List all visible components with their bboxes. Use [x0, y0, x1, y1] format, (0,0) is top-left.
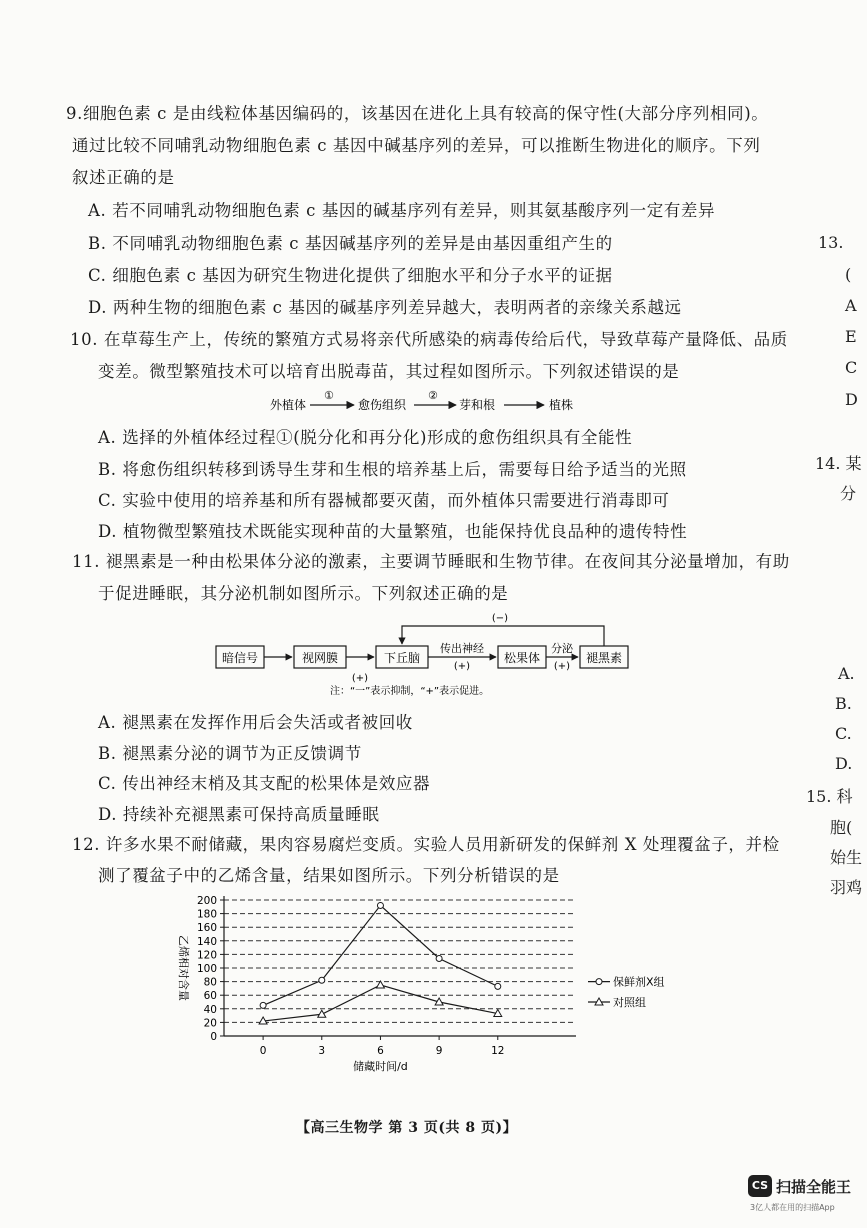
chart-ytick-label: 180 — [196, 908, 217, 921]
q9-option-d: D. 两种生物的细胞色素 c 基因的碱基序列差异越大，表明两者的亲缘关系越远 — [88, 298, 682, 317]
chart-ytick-label: 0 — [210, 1031, 217, 1043]
q9-stem-line2: 通过比较不同哺乳动物细胞色素 c 基因中碱基序列的差异，可以推断生物进化的顺序。下列 — [72, 136, 761, 155]
q11-option-d: D. 持续补充褪黑素可保持高质量睡眠 — [98, 805, 380, 824]
right-edge-mark-8: C. — [835, 724, 852, 743]
chart-xtick-label: 9 — [435, 1045, 443, 1057]
plus-label-3: (+) — [553, 661, 571, 672]
right-edge-q15-line3: 始生 — [830, 848, 863, 867]
q9-option-a: A. 若不同哺乳动物细胞色素 c 基因的碱基序列有差异，则其氨基酸序列一定有差异 — [88, 201, 716, 220]
box-hypothalamus-label: 下丘脑 — [383, 651, 421, 665]
chart-legend-label: 保鲜剂X组 — [613, 975, 665, 989]
right-edge-mark-1: ( — [845, 265, 852, 284]
q11-note: 注：“一”表示抑制，“+”表示促进。 — [330, 686, 490, 697]
q12-stem-line1: 12. 许多水果不耐储藏，果肉容易腐烂变质。实验人员用新研发的保鲜剂 X 处理覆盆子，并检 — [72, 835, 780, 854]
secrete-label: 分泌 — [551, 642, 573, 655]
camscanner-logo-icon: CS — [748, 1175, 772, 1197]
right-edge-q15: 15. 科 — [806, 787, 853, 806]
chart-point-circle — [377, 902, 383, 908]
box-melatonin-label: 褪黑素 — [585, 651, 623, 665]
ethylene-line-chart — [160, 888, 680, 1078]
q11-stem-line1: 11. 褪黑素是一种由松果体分泌的激素，主要调节睡眠和生物节律。在夜间其分泌量增加，有助 — [72, 552, 790, 571]
right-edge-mark-9: D. — [835, 754, 853, 773]
flow-plant: 植株 — [549, 398, 574, 412]
chart-xlabel: 储藏时间/d — [353, 1060, 408, 1073]
watermark-tagline: 3亿人都在用的扫描App — [750, 1203, 835, 1212]
chart-point-circle — [495, 983, 501, 989]
chart-xtick-label: 12 — [491, 1045, 505, 1057]
q10-stem-line1: 10. 在草莓生产上，传统的繁殖方式易将亲代所感染的病毒传给后代，导致草莓产量降低、品质 — [70, 330, 788, 349]
watermark-brand: 扫描全能王 — [776, 1178, 852, 1196]
q9-stem-line3: 叙述正确的是 — [72, 168, 175, 187]
right-edge-mark-5: D — [845, 390, 858, 409]
q11-stem-line2: 于促进睡眠，其分泌机制如图所示。下列叙述正确的是 — [98, 584, 509, 603]
feedback-arrow — [402, 626, 604, 646]
q10-option-c: C. 实验中使用的培养基和所有器械都要灭菌，而外植体只需要进行消毒即可 — [98, 491, 670, 510]
q10-option-b: B. 将愈伤组织转移到诱导生芽和生根的培养基上后，需要每日给予适当的光照 — [98, 460, 687, 479]
chart-point-circle — [260, 1002, 266, 1008]
plus-label-2: (+) — [453, 661, 471, 672]
chart-ytick-label: 20 — [203, 1017, 217, 1030]
right-edge-mark-7: B. — [835, 694, 852, 713]
chart-ytick-label: 40 — [203, 1003, 217, 1016]
right-edge-mark-3: E — [845, 327, 857, 346]
chart-series-line — [263, 905, 498, 1005]
q10-stem-line2: 变差。微型繁殖技术可以培育出脱毒苗，其过程如图所示。下列叙述错误的是 — [98, 362, 680, 381]
box-pineal-label: 松果体 — [503, 651, 541, 665]
chart-ytick-label: 140 — [196, 935, 217, 948]
q10-option-d: D. 植物微型繁殖技术既能实现种苗的大量繁殖，也能保持优良品种的遗传特性 — [98, 522, 688, 541]
chart-ytick-label: 160 — [196, 922, 217, 935]
chart-point-circle — [436, 955, 442, 961]
q9-option-c: C. 细胞色素 c 基因为研究生物进化提供了细胞水平和分子水平的证据 — [88, 266, 613, 285]
page-footer: 【高三生物学 第 3 页(共 8 页)】 — [296, 1120, 518, 1136]
right-edge-q15-line2: 胞( — [830, 818, 853, 837]
chart-point-triangle — [318, 1010, 326, 1017]
q12-stem-line2: 测了覆盆子中的乙烯含量，结果如图所示。下列分析错误的是 — [98, 866, 560, 885]
q11-option-b: B. 褪黑素分泌的调节为正反馈调节 — [98, 744, 362, 763]
right-edge-mark-4: C — [845, 358, 858, 377]
q11-option-a: A. 褪黑素在发挥作用后会失活或者被回收 — [98, 713, 413, 732]
minus-label: (−) — [491, 613, 509, 624]
chart-ytick-label: 60 — [203, 990, 217, 1003]
flow-step-2: ② — [428, 389, 438, 402]
q11-mechanism-diagram — [210, 608, 640, 700]
flow-step-1: ① — [324, 389, 334, 402]
q10-flow-diagram — [262, 386, 602, 416]
flow-buds-roots: 芽和根 — [459, 398, 496, 412]
flow-callus: 愈伤组织 — [358, 398, 407, 412]
box-retina-label: 视网膜 — [301, 651, 339, 665]
efferent-nerve-label: 传出神经 — [440, 642, 484, 655]
chart-xtick-label: 6 — [377, 1045, 384, 1057]
chart-xtick-label: 3 — [318, 1045, 326, 1057]
q11-option-c: C. 传出神经末梢及其支配的松果体是效应器 — [98, 774, 431, 793]
right-edge-q15-line4: 羽鸡 — [830, 878, 863, 897]
chart-point-circle — [319, 977, 325, 983]
plus-label-1: (+) — [351, 673, 369, 684]
q9-option-b: B. 不同哺乳动物细胞色素 c 基因碱基序列的差异是由基因重组产生的 — [88, 234, 613, 253]
chart-legend-label: 对照组 — [613, 996, 646, 1009]
chart-xtick-label: 0 — [259, 1045, 267, 1057]
box-dark-signal-label: 暗信号 — [221, 651, 259, 665]
flow-explant: 外植体 — [270, 398, 307, 412]
right-edge-mark-2: A — [845, 296, 857, 315]
chart-ytick-label: 120 — [196, 949, 217, 962]
chart-point-circle — [596, 979, 602, 985]
right-edge-q14: 14. 某 — [815, 454, 862, 473]
right-edge-q14-next: 分 — [840, 484, 857, 503]
q10-option-a: A. 选择的外植体经过程①(脱分化和再分化)形成的愈伤组织具有全能性 — [98, 428, 633, 447]
chart-ytick-label: 200 — [196, 895, 217, 907]
right-edge-mark-6: A. — [838, 664, 855, 683]
chart-ytick-label: 80 — [203, 976, 217, 989]
chart-ylabel: 乙烯相对含量 — [177, 935, 190, 1001]
right-edge-q13: 13. — [818, 233, 844, 252]
q9-stem-line1: 9.细胞色素 c 是由线粒体基因编码的，该基因在进化上具有较高的保守性(大部分序列相同)。 — [66, 104, 769, 123]
chart-ytick-label: 100 — [196, 963, 217, 975]
